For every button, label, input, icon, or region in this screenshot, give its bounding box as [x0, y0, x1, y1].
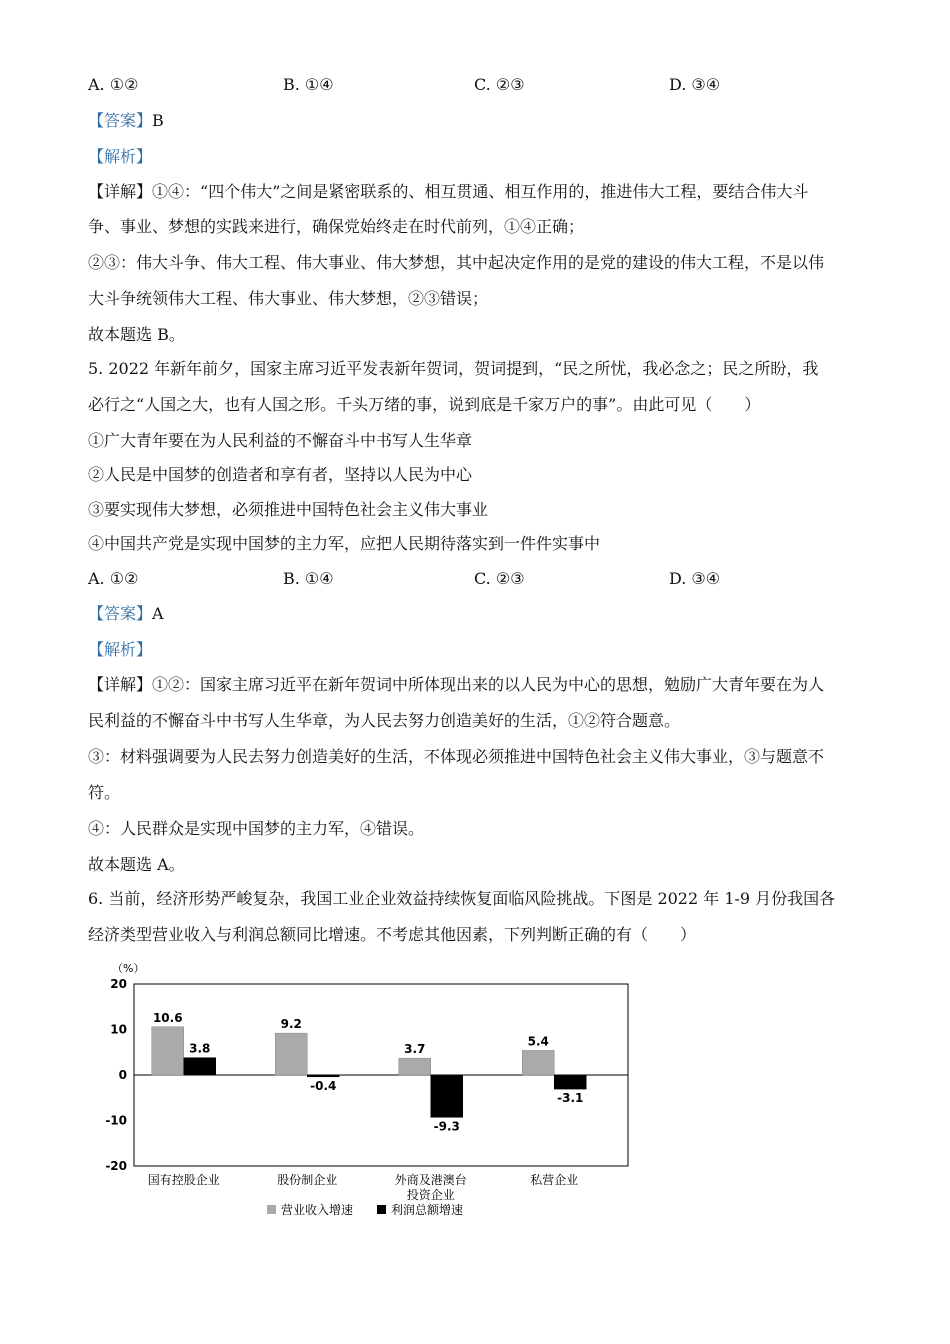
- answer-tag: 【答案】: [88, 604, 153, 623]
- bar-profit: [184, 1058, 216, 1075]
- q5-detail-line-3: ③：材料强调要为人民去努力创造美好的生活，不体现必须推进中国特色社会主义伟大事业，③与题意不: [88, 747, 825, 766]
- growth-bar-chart: [92, 958, 652, 1228]
- data-label: 10.6: [152, 1010, 183, 1025]
- y-tick-label: 10: [110, 1022, 127, 1037]
- bar-profit: [554, 1075, 586, 1089]
- q4-detail-line-2: 争、事业、梦想的实践来进行，确保党始终走在时代前列，①④正确；: [88, 217, 585, 236]
- q4-answer-value: B: [152, 111, 164, 130]
- q5-option-c: C. ②③: [474, 569, 525, 588]
- legend-label: 营业收入增速: [281, 1203, 354, 1217]
- q4-answer: [88, 110, 164, 132]
- data-label: 3.8: [189, 1041, 211, 1056]
- q4-option-b: B. ①④: [283, 75, 334, 94]
- q5-conclusion: 故本题选 A。: [88, 855, 185, 874]
- bar-revenue: [152, 1027, 184, 1075]
- data-label: 5.4: [527, 1034, 549, 1049]
- q5-detail-line-2: 民利益的不懈奋斗中书写人生华章，为人民去努力创造美好的生活，①②符合题意。: [88, 711, 681, 730]
- detail-tag: 【详解】: [88, 182, 153, 201]
- data-label: -9.3: [433, 1119, 460, 1134]
- data-label: 9.2: [280, 1017, 302, 1032]
- q5-option-a: A. ①②: [88, 569, 139, 588]
- y-axis-unit: （%）: [112, 962, 145, 975]
- q4-conclusion: 故本题选 B。: [88, 325, 185, 344]
- q5-choice-4: ④中国共产党是实现中国梦的主力军，应把人民期待落实到一件件实事中: [88, 534, 601, 553]
- legend-swatch: [377, 1205, 386, 1214]
- q4-analysis-tag: 【解析】: [88, 147, 153, 166]
- q5-stem-line-2: 必行之“人国之大，也有人国之形。千头万绪的事，说到底是千家万户的事”。由此可见（ ）: [88, 395, 761, 414]
- data-label: 3.7: [404, 1042, 426, 1057]
- q5-option-b: B. ①④: [283, 569, 334, 588]
- bar-revenue: [275, 1033, 307, 1075]
- q5-options: [88, 568, 868, 590]
- q5-stem-line-1: 5. 2022 年新年前夕，国家主席习近平发表新年贺词，贺词提到，“民之所忧，我必念之；民之所盼，我: [88, 359, 819, 378]
- q4-options: [88, 74, 868, 96]
- q5-choice-2: ②人民是中国梦的创造者和享有者，坚持以人民为中心: [88, 465, 473, 484]
- q5-choice-1: ①广大青年要在为人民利益的不懈奋斗中书写人生华章: [88, 431, 473, 450]
- data-label: -3.1: [557, 1091, 584, 1106]
- y-tick-label: 20: [110, 977, 127, 991]
- bar-profit: [431, 1075, 463, 1117]
- y-tick-label: 0: [118, 1068, 127, 1082]
- category-label: 国有控股企业: [147, 1173, 220, 1187]
- legend-label: 利润总额增速: [391, 1203, 464, 1217]
- q5-option-d: D. ③④: [669, 569, 721, 588]
- q5-detail-line-4: 符。: [88, 783, 121, 802]
- q5-answer: [88, 603, 164, 625]
- q4-option-a: A. ①②: [88, 75, 139, 94]
- q4-detail-text-1: ①④：“四个伟大”之间是紧密联系的、相互贯通、相互作用的，推进伟大工程，要结合伟大斗: [152, 182, 809, 201]
- q4-option-c: C. ②③: [474, 75, 525, 94]
- category-label: 外商及港澳台: [394, 1173, 467, 1187]
- category-label: 投资企业: [406, 1188, 455, 1202]
- answer-tag: 【答案】: [88, 111, 153, 130]
- q5-detail-line-1: [88, 674, 824, 696]
- q6-stem-line-1: 6. 当前，经济形势严峻复杂，我国工业企业效益持续恢复面临风险挑战。下图是 2022 年 1-9 月份我国各: [88, 889, 836, 908]
- q4-option-d: D. ③④: [669, 75, 721, 94]
- q5-choice-3: ③要实现伟大梦想，必须推进中国特色社会主义伟大事业: [88, 500, 489, 519]
- bar-revenue: [399, 1058, 431, 1075]
- category-label: 私营企业: [530, 1173, 579, 1187]
- y-tick-label: -20: [105, 1159, 127, 1173]
- q5-detail-text-1: ①②：国家主席习近平在新年贺词中所体现出来的以人民为中心的思想，勉励广大青年要在为人: [152, 675, 825, 694]
- q5-answer-value: A: [152, 604, 164, 623]
- category-label: 股份制企业: [277, 1173, 338, 1187]
- data-label: -0.4: [310, 1078, 337, 1093]
- y-tick-label: -10: [105, 1113, 127, 1128]
- bar-profit: [307, 1075, 339, 1077]
- q6-stem-line-2: 经济类型营业收入与利润总额同比增速。不考虑其他因素，下列判断正确的有（ ）: [88, 925, 697, 944]
- detail-tag: 【详解】: [88, 675, 153, 694]
- q4-detail-line-1: [88, 181, 808, 203]
- legend-swatch: [267, 1205, 276, 1214]
- q5-analysis-tag: 【解析】: [88, 640, 153, 659]
- q4-detail-line-4: 大斗争统领伟大工程、伟大事业、伟大梦想，②③错误；: [88, 289, 489, 308]
- q5-detail-line-5: ④：人民群众是实现中国梦的主力军，④错误。: [88, 819, 425, 838]
- q4-detail-line-3: ②③：伟大斗争、伟大工程、伟大事业、伟大梦想，其中起决定作用的是党的建设的伟大工程，不是以伟: [88, 253, 825, 272]
- bar-revenue: [522, 1050, 554, 1075]
